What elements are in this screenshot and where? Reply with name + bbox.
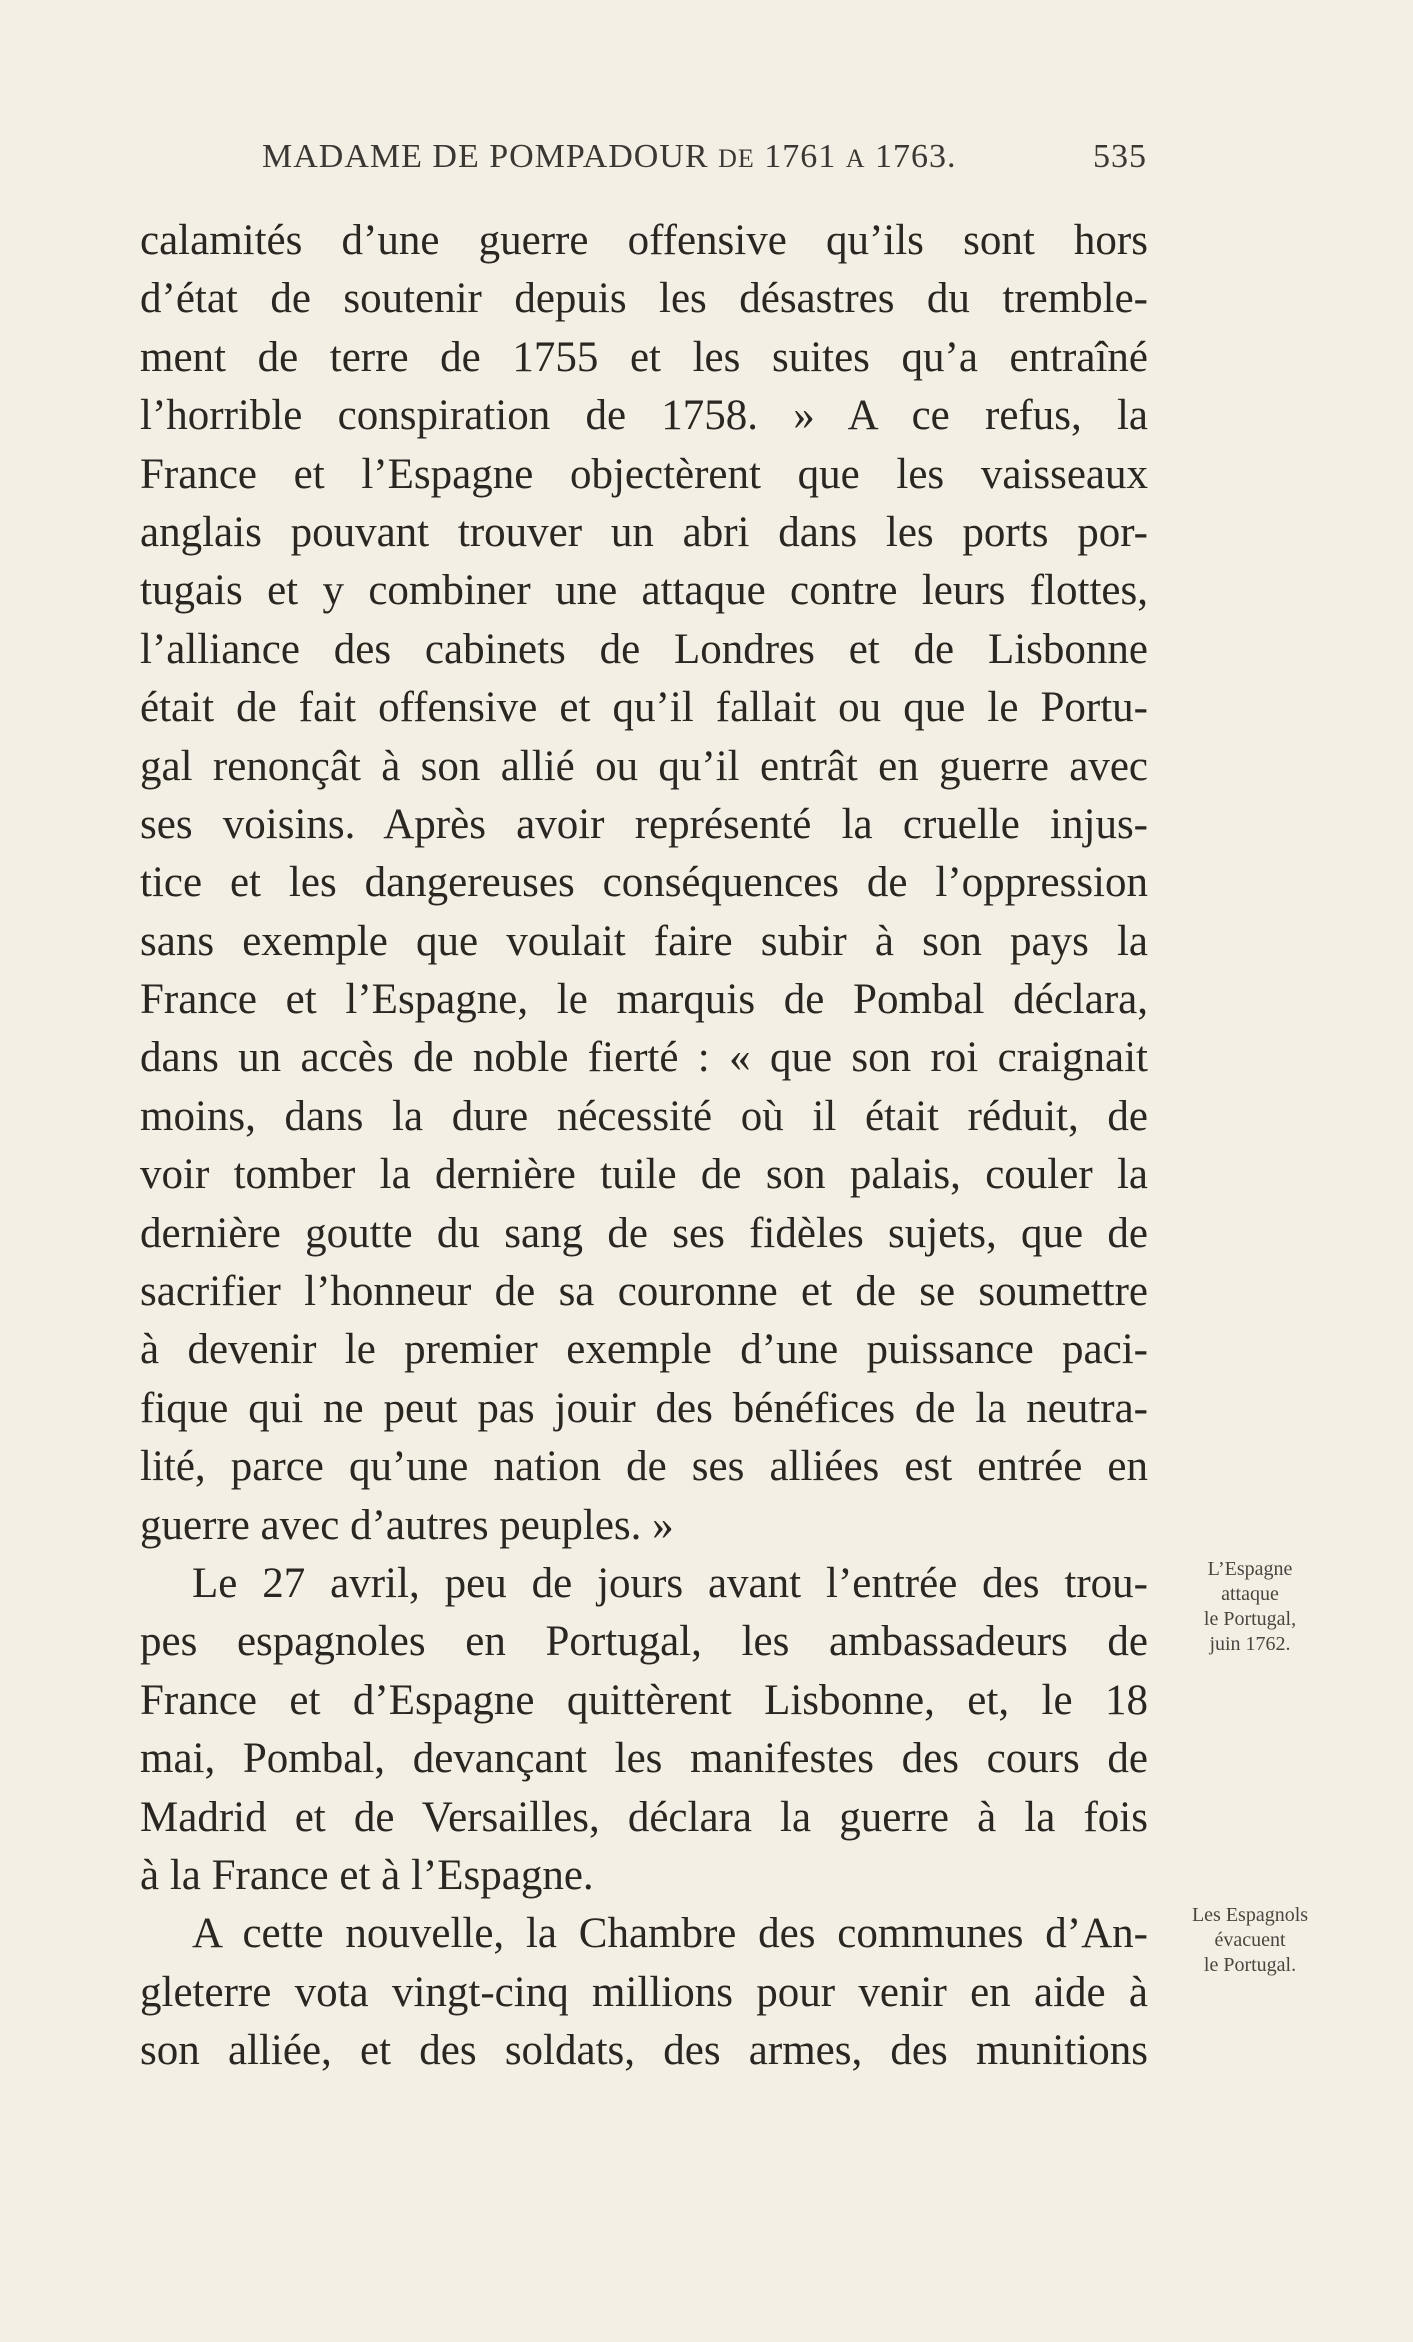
page-number: 535: [1093, 138, 1147, 175]
text-line: mai, Pombal, devançant les manifestes des cours de: [140, 1735, 1148, 1783]
margin-note-line: le Portugal.: [1203, 1954, 1297, 1976]
paragraph-start-line: Le 27 avril, peu de jours avant l’entrée des trou-: [192, 1559, 1148, 1607]
text-line: gal renonçât à son allié ou qu’il entrât en guerre avec: [140, 742, 1148, 790]
text-line: ses voisins. Après avoir représenté la cruelle injus-: [140, 800, 1148, 848]
text-line: guerre avec d’autres peuples. »: [140, 1501, 674, 1549]
text-line: ment de terre de 1755 et les suites qu’a entraîné: [140, 333, 1148, 381]
text-line: l’horrible conspiration de 1758. » A ce refus, la: [140, 392, 1148, 440]
text-line: moins, dans la dure nécessité où il était réduit, de: [140, 1092, 1148, 1140]
text-line: dans un accès de noble fierté : « que son roi craignait: [140, 1034, 1148, 1082]
text-line: gleterre vota vingt-cinq millions pour venir en aide à: [140, 1968, 1148, 2016]
text-line: Madrid et de Versailles, déclara la guerre à la fois: [140, 1793, 1148, 1841]
text-line: tugais et y combiner une attaque contre leurs flottes,: [140, 567, 1148, 615]
body-text: [140, 212, 1148, 2081]
running-head: [262, 138, 1147, 188]
running-title: MADAME DE POMPADOUR DE 1761 A 1763.: [262, 138, 957, 175]
text-line: sacrifier l’honneur de sa couronne et de se soumettre: [140, 1268, 1148, 1316]
text-line: France et l’Espagne objectèrent que les vaisseaux: [140, 450, 1148, 498]
margin-note-espagne-attaque: [1140, 1557, 1360, 1657]
text-line: lité, parce qu’une nation de ses alliées est entrée en: [140, 1443, 1148, 1491]
text-line: à devenir le premier exemple d’une puissance paci-: [140, 1326, 1148, 1374]
margin-note-line: juin 1762.: [1209, 1633, 1291, 1655]
margin-note-line: Les Espagnols: [1191, 1904, 1309, 1926]
text-line: France et l’Espagne, le marquis de Pombal déclara,: [140, 976, 1148, 1024]
margin-note-line: évacuent: [1214, 1929, 1286, 1951]
margin-note-line: L’Espagne: [1207, 1558, 1293, 1580]
text-line: voir tomber la dernière tuile de son palais, couler la: [140, 1151, 1148, 1199]
margin-note-espagnols-evacuent: [1140, 1903, 1360, 1978]
text-line: était de fait offensive et qu’il fallait ou que le Portu-: [140, 684, 1148, 732]
text-line: d’état de soutenir depuis les désastres du tremble-: [140, 275, 1148, 323]
text-line: son alliée, et des soldats, des armes, des munitions: [140, 2027, 1148, 2075]
text-line: pes espagnoles en Portugal, les ambassadeurs de: [140, 1618, 1148, 1666]
text-line: tice et les dangereuses conséquences de l’oppression: [140, 859, 1148, 907]
text-line: l’alliance des cabinets de Londres et de Lisbonne: [140, 625, 1148, 673]
text-line: à la France et à l’Espagne.: [140, 1851, 594, 1899]
text-line: dernière goutte du sang de ses fidèles sujets, que de: [140, 1209, 1148, 1257]
text-line: calamités d’une guerre offensive qu’ils sont hors: [140, 217, 1148, 264]
paragraph-start-line: A cette nouvelle, la Chambre des communes d’An-: [192, 1910, 1148, 1958]
margin-note-line: le Portugal,: [1203, 1608, 1297, 1630]
text-line: fique qui ne peut pas jouir des bénéfices de la neutra-: [140, 1384, 1148, 1432]
text-line: anglais pouvant trouver un abri dans les ports por-: [140, 508, 1148, 556]
text-line: sans exemple que voulait faire subir à son pays la: [140, 917, 1148, 965]
margin-note-line: attaque: [1221, 1583, 1279, 1605]
text-line: France et d’Espagne quittèrent Lisbonne, et, le 18: [140, 1676, 1148, 1724]
